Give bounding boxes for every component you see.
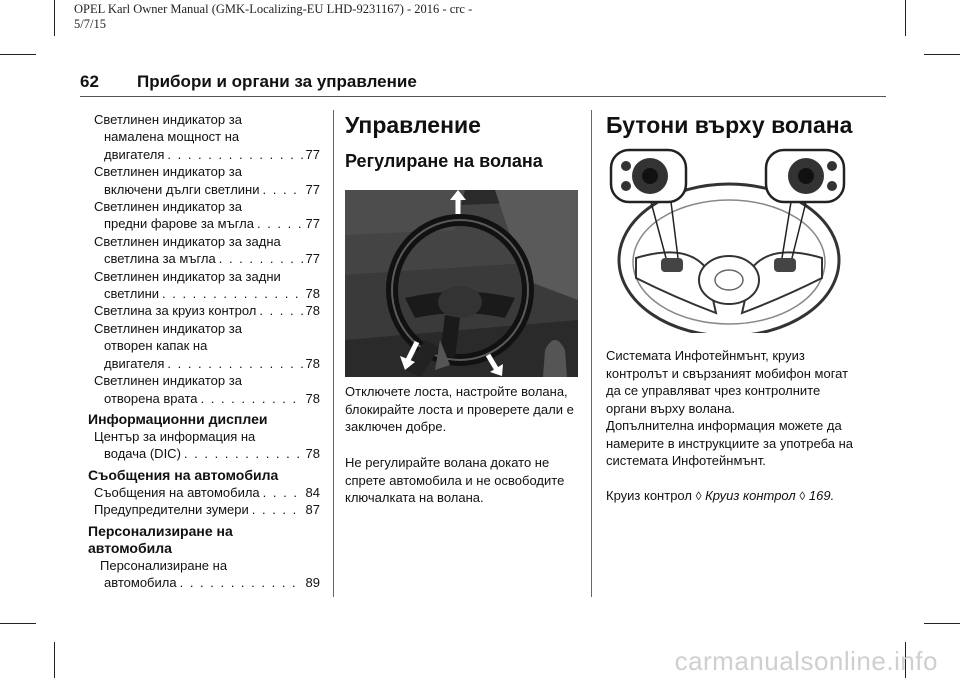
toc-entry-text: намалена мощност на — [104, 129, 240, 145]
document-meta-header — [74, 2, 534, 32]
section-heading-control: Управление — [345, 112, 481, 138]
toc-entry[interactable] — [94, 302, 320, 319]
chapter-title: Прибори и органи за управление — [137, 72, 417, 91]
toc-entry[interactable] — [94, 233, 320, 268]
paragraph-infotainment-controls: Системата Инфотейнмънт, круиз контролът и свързаният мобифон могат да се управляват чрез контролните органи върху волана. — [606, 348, 849, 416]
toc-entry-text: светлина за мъгла — [104, 251, 216, 267]
steering-wheel-controls-illustration — [606, 148, 852, 333]
crop-mark — [0, 623, 36, 624]
page-reference-icon: ◊ — [799, 489, 806, 503]
toc-entry-text: автомобила — [104, 574, 177, 590]
toc-entry-text: Персонализиране на — [100, 557, 228, 573]
toc-entry-text: Съобщения на автомобила — [94, 484, 260, 500]
toc-entry[interactable] — [94, 198, 320, 233]
paragraph-unlock-lever: Отключете лоста, настройте волана, блокирайте лоста и проверете дали е заключен добре. — [345, 384, 574, 434]
toc-entry-text: водача (DIC) — [104, 446, 181, 462]
toc-entry-text: двигателя — [104, 355, 165, 371]
meta-line-1: OPEL Karl Owner Manual (GMK-Localizing-EU LHD-9231167) - 2016 - crc - — [74, 2, 473, 16]
toc-page-ref: 78 — [305, 446, 320, 462]
toc-entry-text: Светлинен индикатор за — [94, 199, 242, 215]
toc-page-ref: 84 — [305, 484, 320, 500]
toc-page-ref: 78 — [305, 355, 320, 371]
cruise-control-page-link[interactable]: 169. — [808, 488, 835, 503]
paragraph-additional-info: Допълнителна информация можете да намерите в инструкциите за употреба на системата Инфотейнмънт. — [606, 418, 853, 468]
toc-page-ref: 78 — [305, 303, 320, 319]
paragraph-do-not-adjust: Не регулирайте волана докато не спрете автомобила и не освободите ключалката на волана. — [345, 455, 565, 505]
steering-adjust-figure — [345, 190, 578, 377]
toc-page-ref: 78 — [305, 390, 320, 406]
toc-entry-text: Светлинен индикатор за задни — [94, 268, 281, 284]
toc-section-heading[interactable] — [88, 523, 320, 557]
toc-section-heading-line: Персонализиране на — [88, 522, 233, 539]
toc-page-ref: 87 — [305, 502, 320, 518]
toc-entry[interactable] — [94, 111, 320, 163]
crop-mark — [54, 0, 55, 36]
column-divider — [591, 110, 592, 597]
page-reference-icon: ◊ — [695, 489, 702, 503]
toc-entry[interactable] — [94, 501, 320, 518]
steering-wheel-controls-figure — [606, 148, 852, 333]
section-heading-wheel-buttons: Бутони върху волана — [606, 112, 853, 138]
toc-entry-text: предни фарове за мъгла — [104, 216, 254, 232]
paragraph-cruise-control-ref — [606, 487, 854, 506]
crop-mark — [54, 642, 55, 678]
toc-entry-text: включени дълги светлини — [104, 181, 260, 197]
subsection-heading-steering-adjust: Регулиране на волана — [345, 151, 543, 171]
toc-page-ref: 77 — [305, 146, 320, 162]
toc-section-heading[interactable]: Съобщения на автомобила — [88, 466, 279, 483]
toc-section-heading-line: автомобила — [88, 539, 172, 556]
steering-adjust-illustration — [345, 190, 578, 377]
crop-mark — [924, 623, 960, 624]
crop-mark — [0, 54, 36, 55]
watermark: carmanualsonline.info — [674, 646, 938, 676]
toc-entry[interactable] — [94, 557, 320, 592]
toc-entry[interactable] — [94, 320, 320, 372]
crop-mark — [924, 54, 960, 55]
table-of-contents — [88, 111, 320, 591]
cruise-control-link[interactable]: Круиз контрол — [705, 488, 796, 503]
toc-entry-text: Светлина за круиз контрол — [94, 303, 257, 319]
toc-entry-text: Светлинен индикатор за — [94, 164, 242, 180]
cruise-control-label: Круиз контрол — [606, 488, 692, 503]
toc-entry-text: Светлинен индикатор за — [94, 112, 242, 127]
toc-entry[interactable] — [94, 372, 320, 407]
toc-page-ref: 77 — [305, 181, 320, 197]
toc-page-ref: 78 — [305, 286, 320, 302]
meta-line-2: 5/7/15 — [74, 17, 106, 31]
toc-entry-text: отворен капак на — [104, 338, 208, 354]
toc-section-heading[interactable]: Информационни дисплеи — [88, 410, 268, 427]
toc-entry-text: Светлинен индикатор за — [94, 373, 242, 389]
toc-entry-text: Център за информация на — [94, 428, 256, 444]
toc-entry-text: Светлинен индикатор за — [94, 320, 242, 336]
toc-entry-text: Светлинен индикатор за задна — [94, 233, 281, 249]
toc-entry-text: светлини — [104, 286, 160, 302]
toc-entry[interactable] — [94, 484, 320, 501]
page-number: 62 — [80, 72, 99, 91]
toc-entry[interactable] — [94, 163, 320, 198]
toc-entry[interactable] — [94, 268, 320, 303]
title-rule — [80, 96, 886, 97]
crop-mark — [905, 0, 906, 36]
toc-page-ref: 77 — [305, 216, 320, 232]
toc-entry-text: отворена врата — [104, 390, 198, 406]
toc-entry[interactable] — [94, 428, 320, 463]
toc-entry-text: двигателя — [104, 146, 165, 162]
toc-entry-text: Предупредителни зумери — [94, 502, 249, 518]
toc-page-ref: 89 — [305, 574, 320, 590]
toc-page-ref: 77 — [305, 251, 320, 267]
column-divider — [333, 110, 334, 597]
